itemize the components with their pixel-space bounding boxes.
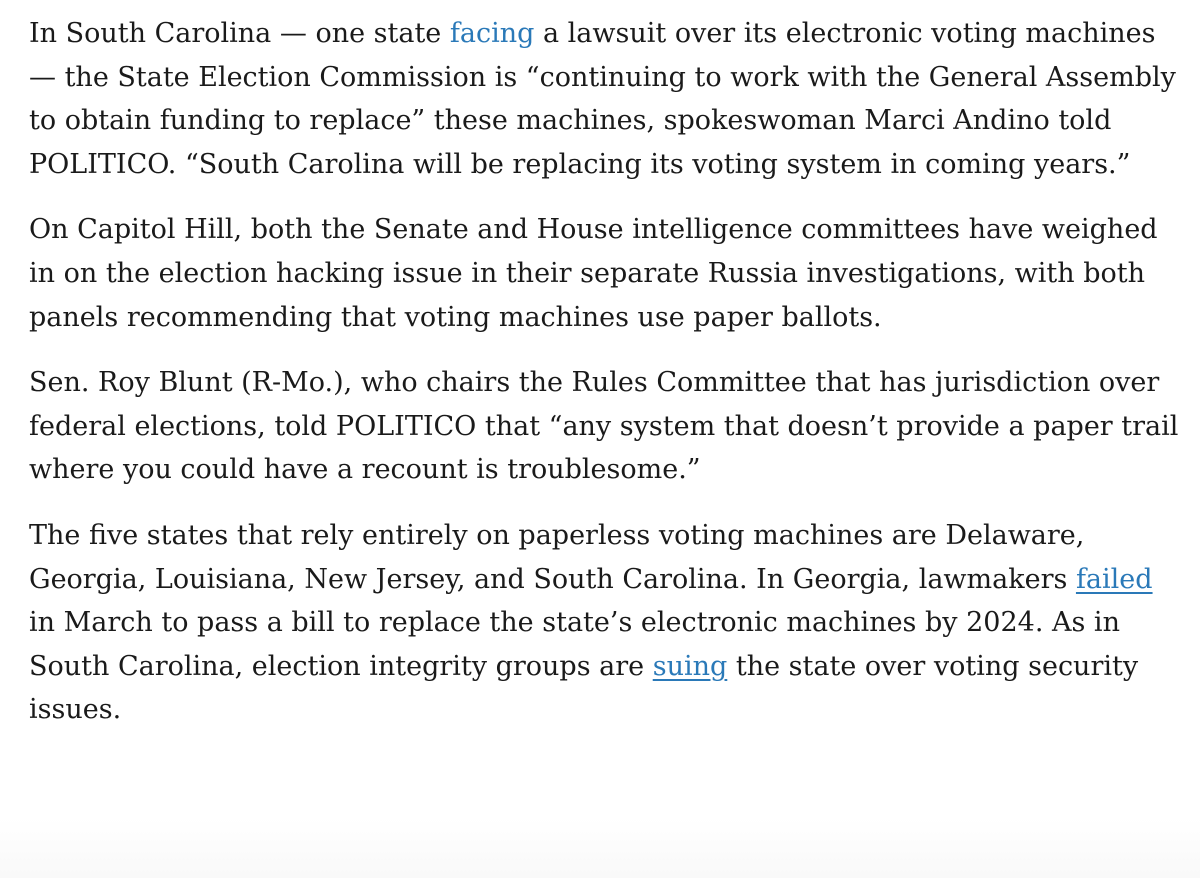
article-body	[29, 12, 1179, 754]
paragraph-capitol-hill: On Capitol Hill, both the Senate and House intelligence committees have weighed in on the election hacking issue in their separate Russia investigations, with both panels recommending that voting machines use paper ballots.	[29, 214, 1158, 333]
paragraph-text: a lawsuit over its electronic voting machines — the State Election Commission is “continuing to work with the General Assembly to obtain funding to replace” these machines, spokeswoman Marci Andino told POLITICO. “South Carolina will be replacing its voting system in coming years.”	[29, 18, 1176, 180]
paragraph-text: In South Carolina — one state	[29, 18, 450, 49]
paragraph-south-carolina	[29, 12, 1179, 186]
paragraph-text: the state over voting security issues.	[29, 650, 1139, 726]
bottom-fade	[0, 818, 1200, 878]
facing-link[interactable]: facing	[449, 18, 535, 49]
paragraph-text: in March to pass a bill to replace the state’s electronic machines by 2024. As in South Carolina, election integrity groups are	[29, 607, 1120, 682]
suing-link[interactable]: suing	[652, 650, 728, 682]
paragraph-text: The five states that rely entirely on paperless voting machines are Delaware, Georgia, Louisiana, New Jersey, and South Carolina. In Georgia, lawmakers	[29, 519, 1085, 595]
failed-link[interactable]: failed	[1075, 563, 1153, 595]
paragraph-five-states	[29, 514, 1179, 732]
paragraph-roy-blunt: Sen. Roy Blunt (R-Mo.), who chairs the Rules Committee that has jurisdiction over federal elections, told POLITICO that “any system that doesn’t provide a paper trail where you could have a recount is troublesome.”	[29, 367, 1179, 486]
